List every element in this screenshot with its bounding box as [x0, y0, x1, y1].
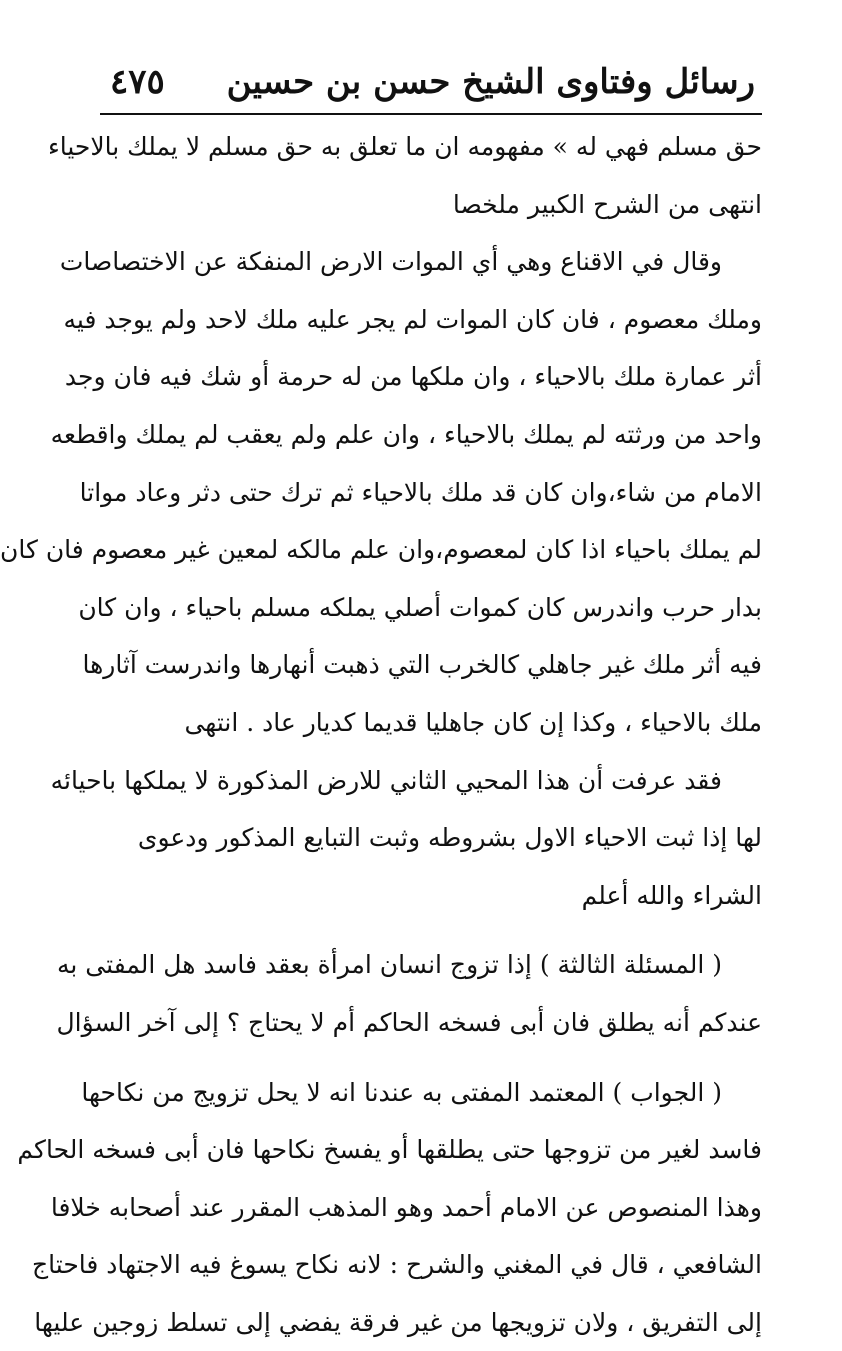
- text-line: لم يملك باحياء اذا كان لمعصوم،وان علم مالكه لمعين غير معصوم فان كان: [0, 535, 762, 565]
- text-line: الشراء والله أعلم: [581, 880, 762, 910]
- text-line: إلى التفريق ، ولان تزويجها من غير فرقة يفضي إلى تسلط زوجين عليها: [34, 1307, 762, 1337]
- body-text: [0, 118, 762, 1351]
- text-line: انتهى من الشرح الكبير ملخصا: [452, 189, 762, 219]
- text-line: الامام من شاء،وان كان قد ملك بالاحياء ثم ترك حتى دثر وعاد مواتا: [79, 477, 762, 507]
- page-number: ٤٧٥: [110, 62, 165, 102]
- text-line: فاسد لغير من تزوجها حتى يطلقها أو يفسخ نكاحها فان أبى فسخه الحاكم: [17, 1135, 762, 1165]
- answer-line: ( الجواب ) المعتمد المفتى به عندنا انه لا يحل تزويج من نكاحها: [81, 1077, 722, 1107]
- paragraph-gap: [108, 1052, 762, 1064]
- running-title: رسائل وفتاوى الشيخ حسن بن حسين: [226, 62, 755, 102]
- text-line: وملك معصوم ، فان كان الموات لم يجر عليه ملك لاحد ولم يوجد فيه: [63, 304, 762, 334]
- header-rule: [100, 113, 762, 115]
- text-line: ملك بالاحياء ، وكذا إن كان جاهليا قديما كديار عاد . انتهى: [184, 707, 762, 737]
- text-line: أثر عمارة ملك بالاحياء ، وان ملكها من له حرمة أو شك فيه فان وجد: [64, 362, 762, 392]
- text-line: حق مسلم فهي له » مفهومه ان ما تعلق به حق مسلم لا يملك بالاحياء: [47, 132, 762, 161]
- question-line: ( المسئلة الثالثة ) إذا تزوج انسان امرأة بعقد فاسد هل المفتى به: [57, 950, 722, 980]
- paragraph-start-line: وقال في الاقناع وهي أي الموات الارض المنفكة عن الاختصاصات: [59, 247, 722, 277]
- text-line: بدار حرب واندرس كان كموات أصلي يملكه مسلم باحياء ، وان كان: [78, 592, 762, 622]
- text-line: لها إذا ثبت الاحياء الاول بشروطه وثبت التبايع المذكور ودعوى: [137, 823, 762, 853]
- paragraph-start-line: فقد عرفت أن هذا المحيي الثاني للارض المذكورة لا يملكها باحيائه: [50, 765, 722, 795]
- text-line: فيه أثر ملك غير جاهلي كالخرب التي ذهبت أنهارها واندرست آثارها: [82, 650, 762, 680]
- page-header: [100, 52, 755, 108]
- text-line: واحد من ورثته لم يملك بالاحياء ، وان علم ولم يعقب لم يملك واقطعه: [50, 419, 762, 449]
- text-line: الشافعي ، قال في المغني والشرح : لانه نكاح يسوغ فيه الاجتهاد فاحتاج: [32, 1250, 762, 1280]
- question-line: عندكم أنه يطلق فان أبى فسخه الحاكم أم لا يحتاج ؟ إلى آخر السؤال: [56, 1007, 762, 1037]
- text-line: وهذا المنصوص عن الامام أحمد وهو المذهب المقرر عند أصحابه خلافا: [50, 1192, 762, 1222]
- paragraph-gap: [108, 924, 762, 936]
